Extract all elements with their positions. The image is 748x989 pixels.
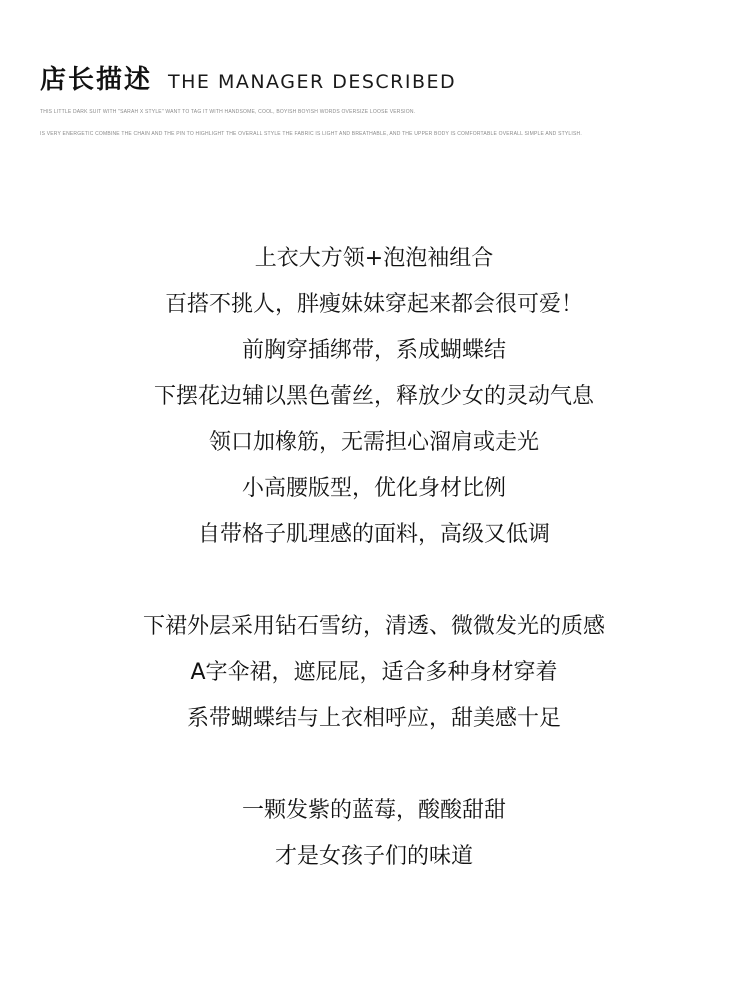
section-title-en: THE MANAGER DESCRIBED	[168, 71, 457, 93]
description-block-closing	[0, 788, 748, 880]
section-title-cn: 店长描述	[40, 65, 153, 95]
description-line: 才是女孩子们的味道	[274, 844, 473, 869]
description-block-skirt	[0, 604, 748, 742]
description-content	[0, 236, 748, 880]
fine-print-line-1: THIS LITTLE DARK SUIT WITH "SARAH X STYLE" WANT TO TAG IT WITH HANDSOME, COOL, BOYISH BOYISH WORDS OVERSIZE LOOSE VERSION.	[40, 109, 416, 115]
description-line: 领口加橡筋，无需担心溜肩或走光	[208, 430, 539, 455]
fine-print-line-2: IS VERY ENERGETIC COMBINE THE CHAIN AND THE PIN TO HIGHLIGHT THE OVERALL STYLE THE FABRIC IS LIGHT AND BREATHABLE, AND THE UPPER BODY IS COMFORTABLE OVERALL SIMPLE AND STYLISH.	[40, 131, 582, 137]
description-line: 一颗发紫的蓝莓，酸酸甜甜	[241, 798, 506, 823]
description-line: 下裙外层采用钻石雪纺，清透、微微发光的质感	[142, 614, 605, 639]
title-row	[40, 56, 720, 96]
description-line: 上衣大方领+泡泡袖组合	[254, 246, 494, 271]
section-header	[40, 56, 720, 137]
description-line: 下摆花边辅以黑色蕾丝，释放少女的灵动气息	[153, 384, 594, 409]
description-line: 前胸穿插绑带，系成蝴蝶结	[241, 338, 506, 363]
description-line: 百搭不挑人，胖瘦妹妹穿起来都会很可爱！	[164, 292, 583, 317]
description-line: 自带格子肌理感的面料，高级又低调	[197, 522, 550, 547]
description-line: 系带蝴蝶结与上衣相呼应，甜美感十足	[186, 706, 561, 731]
description-line: A字伞裙，遮屁屁，适合多种身材穿着	[190, 660, 558, 685]
description-block-top	[0, 236, 748, 558]
description-line: 小高腰版型，优化身材比例	[241, 476, 506, 501]
